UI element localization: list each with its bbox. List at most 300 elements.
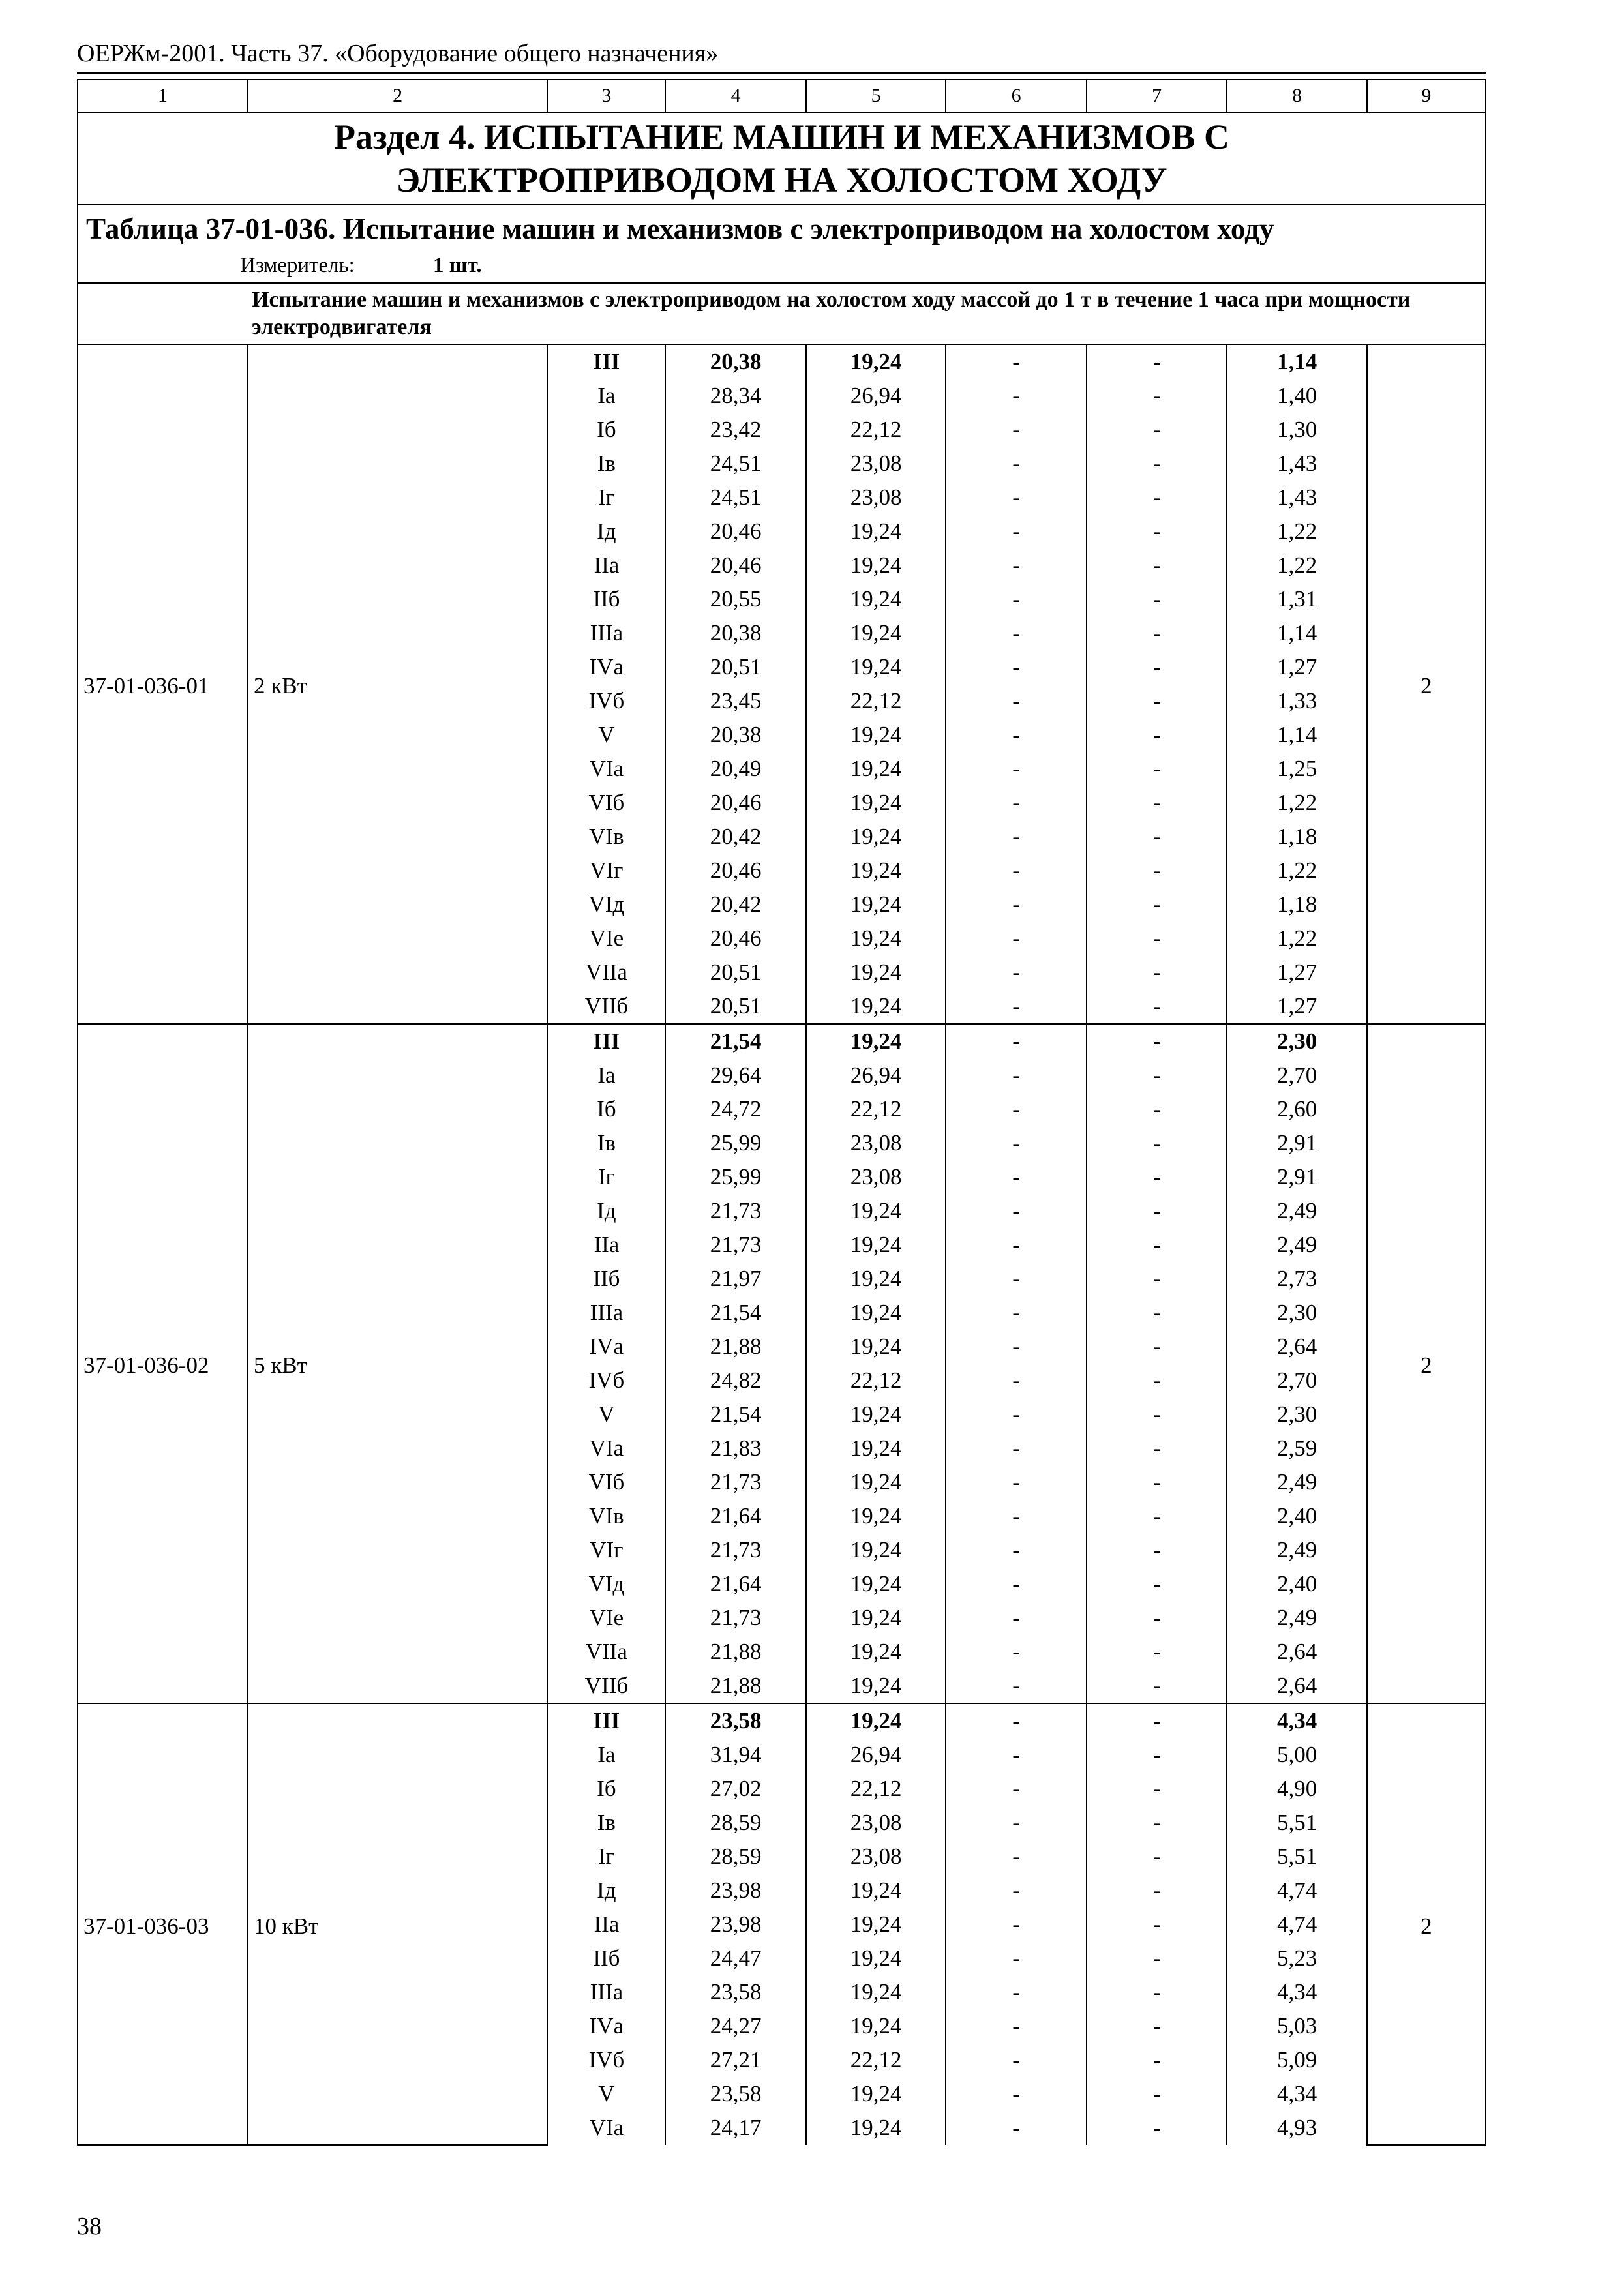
rate-code: 37-01-036-02 xyxy=(78,1024,248,1703)
operator-cost: - xyxy=(1087,481,1227,515)
material-cost: 1,22 xyxy=(1227,786,1366,820)
total-cost: 20,46 xyxy=(665,515,805,548)
machine-cost: - xyxy=(946,684,1086,718)
total-cost: 23,98 xyxy=(665,1908,805,1941)
labor-cost: 22,12 xyxy=(806,1364,946,1398)
zone-code: IIа xyxy=(547,548,665,582)
operator-cost: - xyxy=(1087,1533,1227,1567)
machine-cost: - xyxy=(946,955,1086,989)
labor-cost: 23,08 xyxy=(806,447,946,481)
total-cost: 25,99 xyxy=(665,1126,805,1160)
zone-code: VIг xyxy=(547,854,665,888)
zone-code: IVа xyxy=(547,2009,665,2043)
operator-cost: - xyxy=(1087,921,1227,955)
zone-code: V xyxy=(547,2077,665,2111)
total-cost: 23,58 xyxy=(665,1975,805,2009)
zone-code: IIб xyxy=(547,1941,665,1975)
machine-cost: - xyxy=(946,1874,1086,1908)
column-number: 1 xyxy=(78,80,248,112)
machine-cost: - xyxy=(946,786,1086,820)
zone-code: Iг xyxy=(547,1840,665,1874)
zone-code: IIIа xyxy=(547,616,665,650)
machine-cost: - xyxy=(946,1840,1086,1874)
operator-cost: - xyxy=(1087,1806,1227,1840)
labor-cost: 19,24 xyxy=(806,650,946,684)
labor-cost: 19,24 xyxy=(806,1262,946,1296)
unit-row xyxy=(78,252,1486,283)
zone-code: IVа xyxy=(547,650,665,684)
total-cost: 21,88 xyxy=(665,1669,805,1703)
total-cost: 28,59 xyxy=(665,1806,805,1840)
total-cost: 20,42 xyxy=(665,888,805,921)
operator-cost: - xyxy=(1087,447,1227,481)
operator-cost: - xyxy=(1087,2009,1227,2043)
material-cost: 4,90 xyxy=(1227,1772,1366,1806)
material-cost: 5,03 xyxy=(1227,2009,1366,2043)
zone-code: IIа xyxy=(547,1228,665,1262)
zone-code: VIа xyxy=(547,1431,665,1465)
total-cost: 27,21 xyxy=(665,2043,805,2077)
total-cost: 21,88 xyxy=(665,1635,805,1669)
material-cost: 1,43 xyxy=(1227,481,1366,515)
machine-cost: - xyxy=(946,820,1086,854)
operator-cost: - xyxy=(1087,548,1227,582)
machine-cost: - xyxy=(946,1296,1086,1330)
machine-cost: - xyxy=(946,1806,1086,1840)
operator-cost: - xyxy=(1087,413,1227,447)
operator-cost: - xyxy=(1087,515,1227,548)
zone-code: Iв xyxy=(547,1126,665,1160)
rates-table-container xyxy=(77,79,1486,2146)
operator-cost: - xyxy=(1087,582,1227,616)
material-cost: 2,49 xyxy=(1227,1601,1366,1635)
column-number-row xyxy=(78,80,1486,112)
zone-code: V xyxy=(547,718,665,752)
table-row xyxy=(78,1024,1486,1058)
total-cost: 24,47 xyxy=(665,1941,805,1975)
column-number: 9 xyxy=(1367,80,1486,112)
labor-cost: 19,24 xyxy=(806,1194,946,1228)
labor-cost: 19,24 xyxy=(806,2009,946,2043)
operator-cost: - xyxy=(1087,1669,1227,1703)
operator-cost: - xyxy=(1087,1364,1227,1398)
material-cost: 2,60 xyxy=(1227,1092,1366,1126)
zone-code: Iб xyxy=(547,1092,665,1126)
total-cost: 28,59 xyxy=(665,1840,805,1874)
machine-cost: - xyxy=(946,2009,1086,2043)
total-cost: 21,54 xyxy=(665,1296,805,1330)
labor-cost: 26,94 xyxy=(806,1058,946,1092)
material-cost: 1,27 xyxy=(1227,955,1366,989)
total-cost: 24,72 xyxy=(665,1092,805,1126)
material-cost: 5,51 xyxy=(1227,1840,1366,1874)
zone-code: VIд xyxy=(547,1567,665,1601)
zone-code: Iб xyxy=(547,1772,665,1806)
section-title xyxy=(78,112,1486,205)
material-count: 2 xyxy=(1367,1024,1486,1703)
machine-cost: - xyxy=(946,515,1086,548)
material-cost: 1,43 xyxy=(1227,447,1366,481)
total-cost: 20,55 xyxy=(665,582,805,616)
operator-cost: - xyxy=(1087,820,1227,854)
machine-cost: - xyxy=(946,2077,1086,2111)
zone-code: V xyxy=(547,1398,665,1431)
total-cost: 23,98 xyxy=(665,1874,805,1908)
labor-cost: 19,24 xyxy=(806,515,946,548)
zone-code: Iг xyxy=(547,1160,665,1194)
operator-cost: - xyxy=(1087,1772,1227,1806)
machine-cost: - xyxy=(946,854,1086,888)
labor-cost: 19,24 xyxy=(806,854,946,888)
material-cost: 1,22 xyxy=(1227,515,1366,548)
total-cost: 21,54 xyxy=(665,1398,805,1431)
labor-cost: 23,08 xyxy=(806,1126,946,1160)
operator-cost: - xyxy=(1087,955,1227,989)
operator-cost: - xyxy=(1087,1601,1227,1635)
total-cost: 20,46 xyxy=(665,854,805,888)
machine-cost: - xyxy=(946,2111,1086,2145)
zone-code: VIв xyxy=(547,820,665,854)
operator-cost: - xyxy=(1087,1160,1227,1194)
labor-cost: 19,24 xyxy=(806,1465,946,1499)
machine-cost: - xyxy=(946,548,1086,582)
machine-cost: - xyxy=(946,1533,1086,1567)
labor-cost: 19,24 xyxy=(806,786,946,820)
labor-cost: 19,24 xyxy=(806,1635,946,1669)
zone-code: VIа xyxy=(547,2111,665,2145)
unit-label: Измеритель: xyxy=(240,254,355,277)
zone-code: IIб xyxy=(547,1262,665,1296)
material-cost: 1,22 xyxy=(1227,921,1366,955)
total-cost: 21,83 xyxy=(665,1431,805,1465)
operator-cost: - xyxy=(1087,1398,1227,1431)
labor-cost: 22,12 xyxy=(806,413,946,447)
operator-cost: - xyxy=(1087,1703,1227,1738)
zone-code: IIа xyxy=(547,1908,665,1941)
header-rule xyxy=(77,72,1486,74)
table-row xyxy=(78,344,1486,379)
labor-cost: 19,24 xyxy=(806,820,946,854)
machine-cost: - xyxy=(946,1499,1086,1533)
machine-cost: - xyxy=(946,1058,1086,1092)
machine-cost: - xyxy=(946,1567,1086,1601)
machine-cost: - xyxy=(946,1635,1086,1669)
operator-cost: - xyxy=(1087,786,1227,820)
column-number: 4 xyxy=(665,80,805,112)
zone-code: IVа xyxy=(547,1330,665,1364)
total-cost: 20,38 xyxy=(665,616,805,650)
total-cost: 20,46 xyxy=(665,921,805,955)
labor-cost: 19,24 xyxy=(806,1601,946,1635)
page-number: 38 xyxy=(77,2213,102,2240)
table-title: Таблица 37-01-036. Испытание машин и механизмов с электроприводом на холостом ходу xyxy=(78,205,1486,252)
machine-cost: - xyxy=(946,1398,1086,1431)
zone-code: III xyxy=(547,1703,665,1738)
total-cost: 21,73 xyxy=(665,1194,805,1228)
operator-cost: - xyxy=(1087,1330,1227,1364)
total-cost: 20,51 xyxy=(665,650,805,684)
machine-cost: - xyxy=(946,1975,1086,2009)
zone-code: Iб xyxy=(547,413,665,447)
machine-cost: - xyxy=(946,1941,1086,1975)
labor-cost: 19,24 xyxy=(806,1703,946,1738)
labor-cost: 22,12 xyxy=(806,1092,946,1126)
zone-code: VIIа xyxy=(547,955,665,989)
total-cost: 21,73 xyxy=(665,1533,805,1567)
zone-code: IIIа xyxy=(547,1975,665,2009)
material-cost: 1,18 xyxy=(1227,888,1366,921)
operator-cost: - xyxy=(1087,718,1227,752)
labor-cost: 19,24 xyxy=(806,955,946,989)
labor-cost: 23,08 xyxy=(806,1840,946,1874)
zone-code: Iв xyxy=(547,447,665,481)
material-cost: 2,64 xyxy=(1227,1330,1366,1364)
labor-cost: 23,08 xyxy=(806,1806,946,1840)
operator-cost: - xyxy=(1087,1194,1227,1228)
material-cost: 1,30 xyxy=(1227,413,1366,447)
material-cost: 2,49 xyxy=(1227,1533,1366,1567)
labor-cost: 26,94 xyxy=(806,379,946,413)
operator-cost: - xyxy=(1087,2043,1227,2077)
operator-cost: - xyxy=(1087,650,1227,684)
total-cost: 21,73 xyxy=(665,1465,805,1499)
zone-code: IIб xyxy=(547,582,665,616)
total-cost: 27,02 xyxy=(665,1772,805,1806)
column-number: 6 xyxy=(946,80,1086,112)
labor-cost: 19,24 xyxy=(806,1330,946,1364)
operator-cost: - xyxy=(1087,1126,1227,1160)
material-cost: 2,40 xyxy=(1227,1567,1366,1601)
operator-cost: - xyxy=(1087,752,1227,786)
operator-cost: - xyxy=(1087,2111,1227,2145)
material-cost: 1,14 xyxy=(1227,718,1366,752)
operator-cost: - xyxy=(1087,1228,1227,1262)
labor-cost: 19,24 xyxy=(806,989,946,1024)
material-cost: 1,33 xyxy=(1227,684,1366,718)
zone-code: VIд xyxy=(547,888,665,921)
zone-code: VIIа xyxy=(547,1635,665,1669)
operator-cost: - xyxy=(1087,989,1227,1024)
material-cost: 1,14 xyxy=(1227,616,1366,650)
machine-cost: - xyxy=(946,989,1086,1024)
labor-cost: 19,24 xyxy=(806,1941,946,1975)
machine-cost: - xyxy=(946,1330,1086,1364)
machine-cost: - xyxy=(946,1262,1086,1296)
material-cost: 1,27 xyxy=(1227,989,1366,1024)
column-number: 7 xyxy=(1087,80,1227,112)
material-cost: 5,09 xyxy=(1227,2043,1366,2077)
material-count: 2 xyxy=(1367,1703,1486,2145)
machine-cost: - xyxy=(946,344,1086,379)
labor-cost: 19,24 xyxy=(806,1398,946,1431)
zone-code: III xyxy=(547,344,665,379)
zone-code: VIа xyxy=(547,752,665,786)
zone-code: Iа xyxy=(547,1738,665,1772)
total-cost: 23,58 xyxy=(665,1703,805,1738)
material-cost: 4,34 xyxy=(1227,1975,1366,2009)
operator-cost: - xyxy=(1087,684,1227,718)
labor-cost: 19,24 xyxy=(806,1024,946,1058)
material-cost: 2,49 xyxy=(1227,1465,1366,1499)
rate-code: 37-01-036-01 xyxy=(78,344,248,1024)
total-cost: 24,51 xyxy=(665,447,805,481)
total-cost: 23,45 xyxy=(665,684,805,718)
labor-cost: 19,24 xyxy=(806,616,946,650)
machine-cost: - xyxy=(946,1092,1086,1126)
zone-code: IVб xyxy=(547,1364,665,1398)
material-cost: 2,70 xyxy=(1227,1058,1366,1092)
machine-cost: - xyxy=(946,1703,1086,1738)
machine-cost: - xyxy=(946,1228,1086,1262)
operator-cost: - xyxy=(1087,1908,1227,1941)
zone-code: IVб xyxy=(547,2043,665,2077)
material-cost: 4,93 xyxy=(1227,2111,1366,2145)
total-cost: 21,88 xyxy=(665,1330,805,1364)
operator-cost: - xyxy=(1087,1262,1227,1296)
material-cost: 2,64 xyxy=(1227,1669,1366,1703)
total-cost: 20,42 xyxy=(665,820,805,854)
total-cost: 21,97 xyxy=(665,1262,805,1296)
total-cost: 21,64 xyxy=(665,1499,805,1533)
operator-cost: - xyxy=(1087,379,1227,413)
material-cost: 2,73 xyxy=(1227,1262,1366,1296)
machine-cost: - xyxy=(946,447,1086,481)
machine-cost: - xyxy=(946,379,1086,413)
material-cost: 2,59 xyxy=(1227,1431,1366,1465)
operator-cost: - xyxy=(1087,1567,1227,1601)
material-cost: 1,14 xyxy=(1227,344,1366,379)
material-cost: 2,49 xyxy=(1227,1194,1366,1228)
labor-cost: 19,24 xyxy=(806,1228,946,1262)
material-cost: 2,30 xyxy=(1227,1296,1366,1330)
total-cost: 23,42 xyxy=(665,413,805,447)
total-cost: 28,34 xyxy=(665,379,805,413)
total-cost: 20,46 xyxy=(665,786,805,820)
zone-code: VIб xyxy=(547,786,665,820)
total-cost: 20,49 xyxy=(665,752,805,786)
material-cost: 2,49 xyxy=(1227,1228,1366,1262)
labor-cost: 19,24 xyxy=(806,582,946,616)
operator-cost: - xyxy=(1087,1431,1227,1465)
material-cost: 1,22 xyxy=(1227,548,1366,582)
total-cost: 29,64 xyxy=(665,1058,805,1092)
zone-code: Iд xyxy=(547,1874,665,1908)
description-text: Испытание машин и механизмов с электроприводом на холостом ходу массой до 1 т в течение 1 часа при мощности электродвигателя xyxy=(252,288,1411,339)
labor-cost: 19,24 xyxy=(806,1874,946,1908)
operator-cost: - xyxy=(1087,1635,1227,1669)
zone-code: VIв xyxy=(547,1499,665,1533)
machine-cost: - xyxy=(946,1465,1086,1499)
labor-cost: 22,12 xyxy=(806,1772,946,1806)
machine-cost: - xyxy=(946,1126,1086,1160)
motor-power: 2 кВт xyxy=(248,344,547,1024)
labor-cost: 19,24 xyxy=(806,548,946,582)
zone-code: VIIб xyxy=(547,989,665,1024)
labor-cost: 19,24 xyxy=(806,1533,946,1567)
table-row xyxy=(78,1703,1486,1738)
labor-cost: 22,12 xyxy=(806,684,946,718)
machine-cost: - xyxy=(946,1601,1086,1635)
machine-cost: - xyxy=(946,616,1086,650)
material-cost: 4,74 xyxy=(1227,1908,1366,1941)
section-title-line-1: Раздел 4. ИСПЫТАНИЕ МАШИН И МЕХАНИЗМОВ С xyxy=(334,117,1229,157)
material-cost: 2,91 xyxy=(1227,1126,1366,1160)
operator-cost: - xyxy=(1087,1738,1227,1772)
unit-value: 1 шт. xyxy=(433,254,482,277)
total-cost: 21,64 xyxy=(665,1567,805,1601)
machine-cost: - xyxy=(946,1772,1086,1806)
zone-code: III xyxy=(547,1024,665,1058)
section-title-line-2: ЭЛЕКТРОПРИВОДОМ НА ХОЛОСТОМ ХОДУ xyxy=(396,160,1167,200)
zone-code: VIг xyxy=(547,1533,665,1567)
material-cost: 5,51 xyxy=(1227,1806,1366,1840)
rates-table xyxy=(77,79,1486,2146)
operator-cost: - xyxy=(1087,1499,1227,1533)
labor-cost: 19,24 xyxy=(806,2077,946,2111)
operator-cost: - xyxy=(1087,344,1227,379)
zone-code: IVб xyxy=(547,684,665,718)
operator-cost: - xyxy=(1087,1941,1227,1975)
material-count: 2 xyxy=(1367,344,1486,1024)
zone-code: Iв xyxy=(547,1806,665,1840)
rate-code: 37-01-036-03 xyxy=(78,1703,248,2145)
labor-cost: 19,24 xyxy=(806,1669,946,1703)
zone-code: Iа xyxy=(547,1058,665,1092)
material-cost: 1,22 xyxy=(1227,854,1366,888)
machine-cost: - xyxy=(946,481,1086,515)
material-cost: 4,34 xyxy=(1227,2077,1366,2111)
operator-cost: - xyxy=(1087,616,1227,650)
material-cost: 2,30 xyxy=(1227,1398,1366,1431)
zone-code: Iа xyxy=(547,379,665,413)
labor-cost: 19,24 xyxy=(806,718,946,752)
labor-cost: 19,24 xyxy=(806,752,946,786)
machine-cost: - xyxy=(946,752,1086,786)
labor-cost: 22,12 xyxy=(806,2043,946,2077)
total-cost: 20,51 xyxy=(665,989,805,1024)
operator-cost: - xyxy=(1087,1092,1227,1126)
motor-power: 10 кВт xyxy=(248,1703,547,2145)
operator-cost: - xyxy=(1087,1465,1227,1499)
material-cost: 2,40 xyxy=(1227,1499,1366,1533)
material-cost: 1,40 xyxy=(1227,379,1366,413)
machine-cost: - xyxy=(946,582,1086,616)
total-cost: 20,46 xyxy=(665,548,805,582)
labor-cost: 19,24 xyxy=(806,1567,946,1601)
machine-cost: - xyxy=(946,921,1086,955)
total-cost: 31,94 xyxy=(665,1738,805,1772)
column-number: 3 xyxy=(547,80,665,112)
operator-cost: - xyxy=(1087,1840,1227,1874)
material-cost: 2,64 xyxy=(1227,1635,1366,1669)
section-title-row xyxy=(78,112,1486,205)
total-cost: 24,17 xyxy=(665,2111,805,2145)
machine-cost: - xyxy=(946,888,1086,921)
total-cost: 20,38 xyxy=(665,344,805,379)
operator-cost: - xyxy=(1087,1296,1227,1330)
material-cost: 1,18 xyxy=(1227,820,1366,854)
operator-cost: - xyxy=(1087,1058,1227,1092)
machine-cost: - xyxy=(946,1364,1086,1398)
total-cost: 21,73 xyxy=(665,1601,805,1635)
machine-cost: - xyxy=(946,718,1086,752)
total-cost: 21,54 xyxy=(665,1024,805,1058)
material-cost: 5,00 xyxy=(1227,1738,1366,1772)
operator-cost: - xyxy=(1087,1975,1227,2009)
labor-cost: 19,24 xyxy=(806,1499,946,1533)
description-row xyxy=(78,283,1486,344)
zone-code: VIе xyxy=(547,921,665,955)
